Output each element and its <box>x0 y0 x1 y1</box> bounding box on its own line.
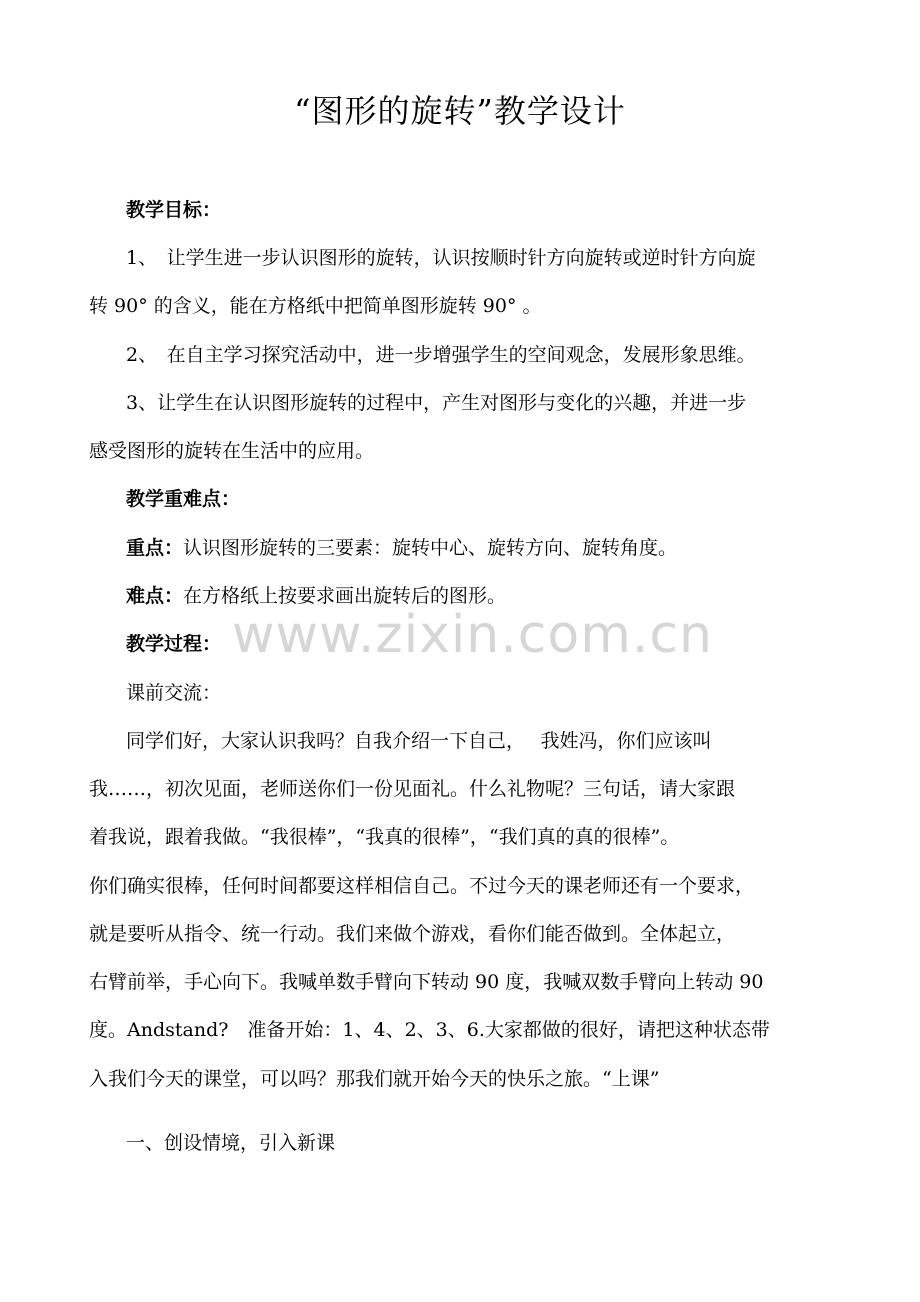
paragraph-line: 右臂前举，手心向下。我喊单数手臂向下转动 90 度，我喊双数手臂向上转动 90 <box>89 971 764 993</box>
objective-2-line-1: 2、 在自主学习探究活动中，进一步增强学生的空间观念，发展形象思维。 <box>126 344 756 366</box>
paragraph-line: 就是要听从指令、统一行动。我们来做个游戏，看你们能否做到。全体起立， <box>89 923 736 945</box>
difficulty-line <box>126 582 846 610</box>
paragraph-line: 度。Andstand? 准备开始：1、4、2、3、6.大家都做的很好，请把这种状态带 <box>89 1019 770 1041</box>
paragraph-line: 同学们好，大家认识我吗？自我介绍一下自己， 我姓冯，你们应该叫 <box>126 730 712 752</box>
section-1-heading: 一、创设情境，引入新课 <box>126 1132 336 1154</box>
paragraph-line: 你们确实很棒，任何时间都要这样相信自己。不过今天的课老师还有一个要求， <box>89 875 755 897</box>
objective-3-line-2: 感受图形的旋转在生活中的应用。 <box>89 440 375 462</box>
key-point-line <box>126 534 846 562</box>
keypoints-heading: 教学重难点： <box>126 488 241 510</box>
paragraph-line: 入我们今天的课堂，可以吗？那我们就开始今天的快乐之旅。“上课” <box>89 1068 660 1090</box>
difficulty-label: 难点： <box>126 585 184 607</box>
process-heading: 教学过程： <box>126 633 222 655</box>
objective-1-line-1: 1、 让学生进一步认识图形的旋转，认识按顺时针方向旋转或逆时针方向旋 <box>126 247 756 269</box>
preclass-label: 课前交流： <box>126 682 222 704</box>
key-point-label: 重点： <box>126 537 184 559</box>
paragraph-line: 着我说，跟着我做。“我很棒”，“我真的很棒”，“我们真的真的很棒”。 <box>89 826 680 848</box>
objective-1-line-2: 转 90° 的含义，能在方格纸中把简单图形旋转 90° 。 <box>89 295 542 317</box>
key-point-text: 认识图形旋转的三要素：旋转中心、旋转方向、旋转角度。 <box>183 537 678 559</box>
objective-3-line-1: 3、让学生在认识图形旋转的过程中，产生对图形与变化的兴趣，并进一步 <box>126 392 747 414</box>
objectives-heading: 教学目标： <box>126 199 222 221</box>
difficulty-text: 在方格纸上按要求画出旋转后的图形。 <box>183 585 507 607</box>
document-title: “图形的旋转”教学设计 <box>294 92 626 130</box>
paragraph-line: 我……，初次见面，老师送你们一份见面礼。什么礼物呢？三句话，请大家跟 <box>89 778 736 800</box>
watermark: www.zixin.com.cn <box>232 605 713 665</box>
